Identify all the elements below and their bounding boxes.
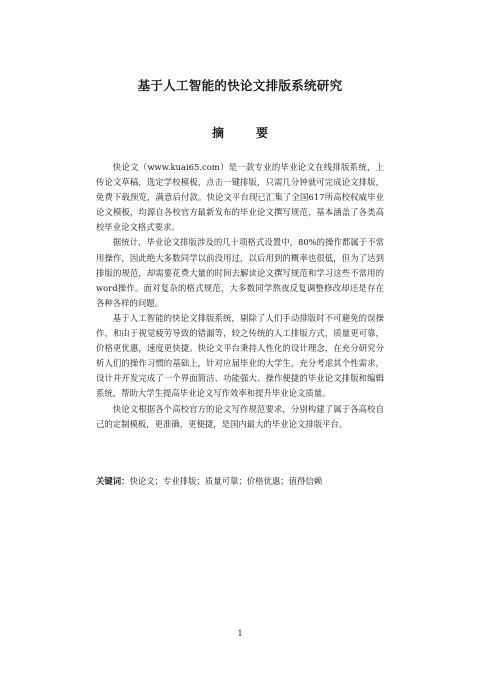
abstract-heading: 摘 要 xyxy=(211,126,278,140)
abstract-paragraph-1: 快论文（www.kuai65.com）是一款专业的毕业论文在线排版系统，上传论文草稿，选定学校模板，点击一键排版，只需几分钟就可完成论文排版，免费下载预览，满意后付款。快论文平台现已汇集了全国617所高校权威毕业论文模板，均源自各校官方最新发布的毕业论文撰写规范，基本涵盖了各类高校毕业论文格式要求。 xyxy=(96,162,384,233)
abstract-paragraph-3: 基于人工智能的快论文排版系统，剔除了人们手动排版时不可避免的误操作，和由于视觉疲劳导致的错漏等，较之传统的人工排版方式，质量更可靠，价格更优惠，速度更快捷。快论文平台秉持人性化的设计理念，在充分研究分析人们的操作习惯的基础上，针对应届毕业的大学生，充分考虑其个性需求，设计并开发完成了一个界面简洁、功能强大、操作便捷的毕业论文排版和编辑系统，帮助大学生提高毕业论文写作效率和提升毕业论文质量。 xyxy=(96,312,384,399)
abstract-paragraph-2: 据统计，毕业论文排版涉及的几十项格式设置中，80%的操作都属于不常用操作，因此绝大多数同学以前没用过，以后用到的概率也很低，但为了达到排版的规范，却需要花费大量的时间去解读论文撰写规范和学习这些不常用的word操作。面对复杂的格式规范，大多数同学熬夜反复调整修改却还是存在各种各样的问题。 xyxy=(96,237,384,308)
keywords-label: 关键词： xyxy=(96,476,130,486)
keywords-line xyxy=(96,474,384,489)
page-number: 1 xyxy=(237,629,243,638)
abstract-body xyxy=(96,160,384,432)
paper-title: 基于人工智能的快论文排版系统研究 xyxy=(137,78,343,93)
keywords-text: 快论文；专业排版；质量可靠；价格优惠；值得信赖 xyxy=(129,476,323,486)
abstract-paragraph-4: 快论文根据各个高校官方的论文写作规范要求，分别构建了属于各高校自己的定制模板，更准确，更便捷，是国内最大的毕业论文排版平台。 xyxy=(96,403,384,429)
